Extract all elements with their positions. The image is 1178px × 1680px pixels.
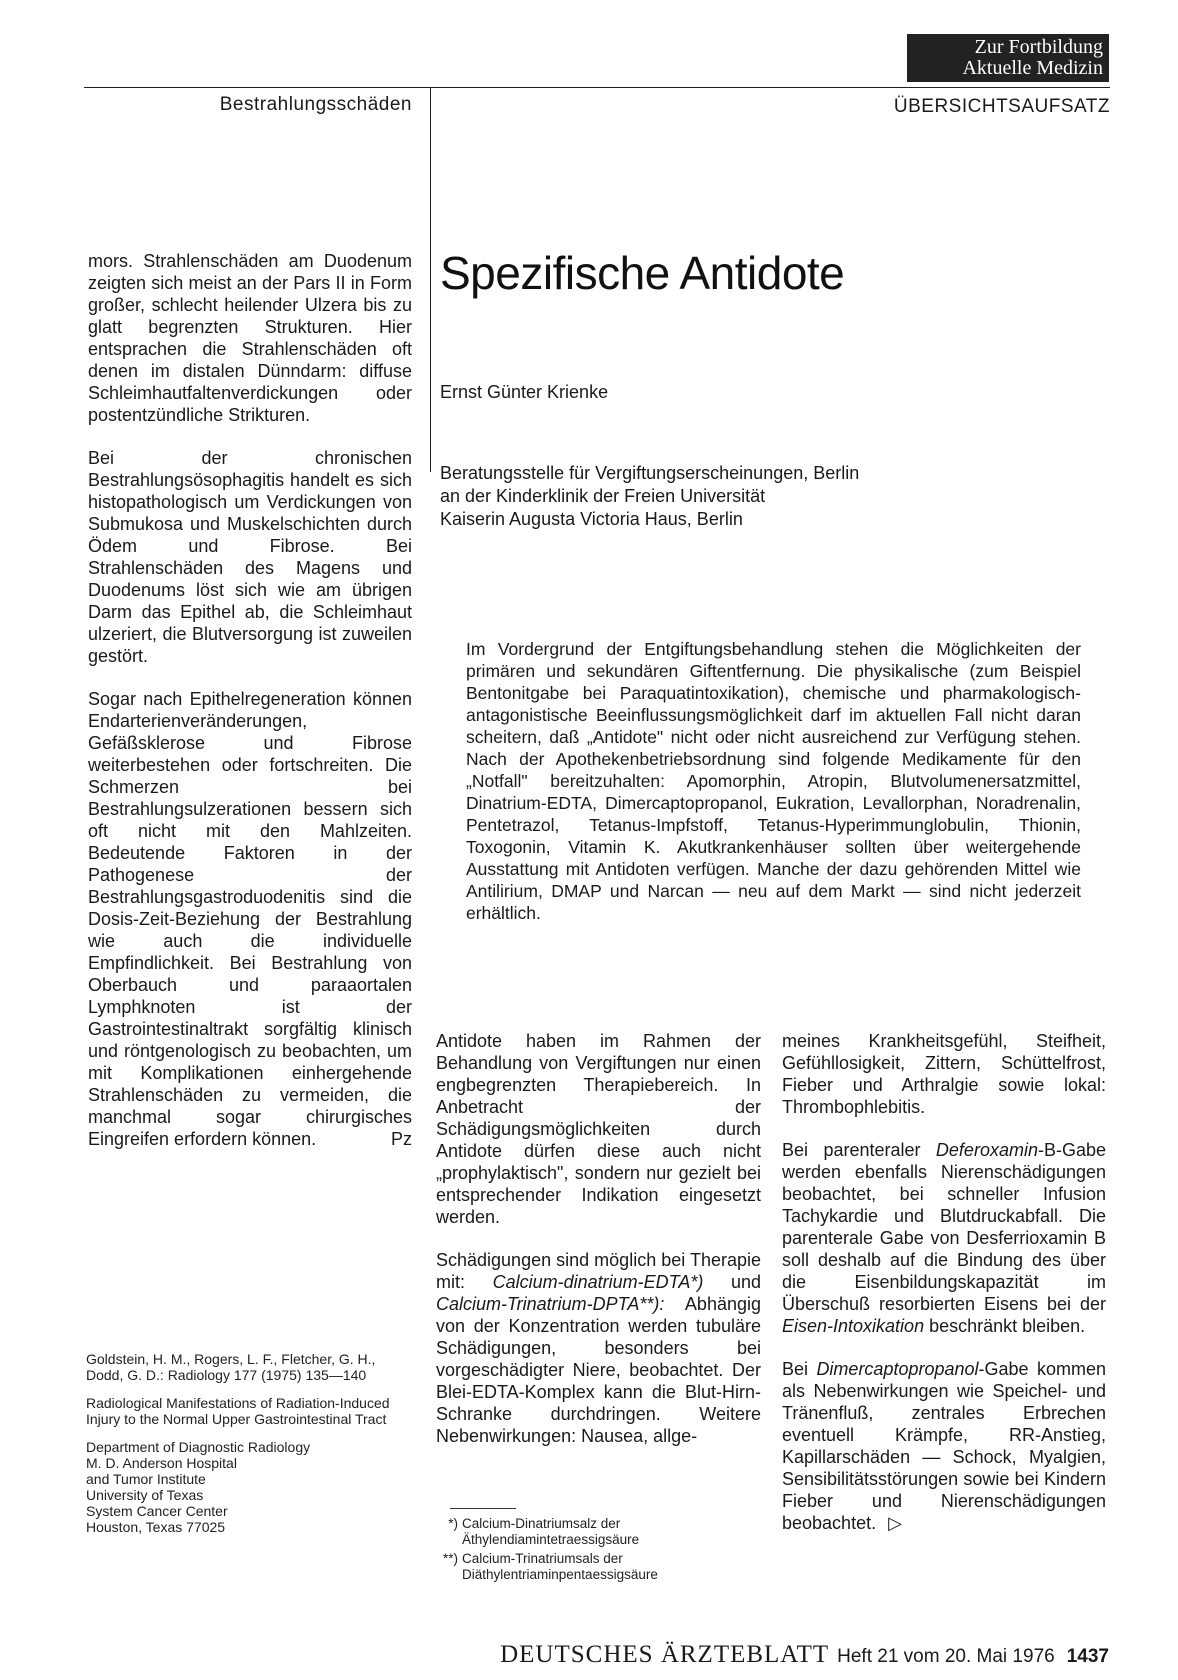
paragraph (436, 1249, 761, 1447)
drug-name: Calcium-Trinatrium-DPTA**): (436, 1294, 665, 1314)
text-run: -B-Gabe werden ebenfalls Nierenschädigungen beobachtet, bei schneller Infusion Tachykardie und Blutdruckabfall. Die parenterale Gabe von Desferrioxamin B soll deshalb auf die Bindung des über die Eisenbildungskapazität im Überschuß resorbierten Eisens bei der (782, 1140, 1106, 1314)
badge-line-2: Aktuelle Medizin (962, 57, 1103, 79)
paragraph (88, 688, 412, 1150)
footnote (440, 1551, 758, 1583)
paragraph: mors. Strahlenschäden am Duodenum zeigten sich meist an der Pars II in Form großer, schlecht heilender Ulzera bis zu glatt begrenzten Strukturen. Hier entsprachen die Strahlenschäden oft denen im distalen Dünndarm: diffuse Schleimhautfaltenverdickungen oder postentzündliche Strikturen. (88, 251, 412, 425)
drug-name: Calcium-dinatrium-EDTA*) (492, 1272, 704, 1292)
paragraph (782, 1358, 1106, 1534)
reference-citation: Goldstein, H. M., Rogers, L. F., Fletcher, G. H., Dodd, G. D.: Radiology 177 (1975) 135—140 (86, 1351, 376, 1383)
section-badge (907, 34, 1109, 82)
footnote-text: Calcium-Trinatriumsals der Diäthylentriaminpentaessigsäure (462, 1551, 658, 1582)
footnote-rule (450, 1508, 516, 1509)
footnote-mark: **) (442, 1551, 458, 1566)
page-number: 1437 (1066, 1646, 1109, 1667)
footnote (440, 1516, 758, 1548)
condition-name: Eisen-Intoxikation (782, 1316, 925, 1336)
paragraph: Antidote haben im Rahmen der Behandlung von Vergiftungen nur einen engbegrenzten Therapiebereich. In Anbetracht der Schädigungsmöglichkeiten durch Antidote dürfen diese auch nicht „prophylaktisch", sondern nur gezielt bei entsprechender Indikation eingesetzt werden. (436, 1031, 761, 1227)
text-run: Schädigungen sind möglich bei Therapie mit: (436, 1250, 761, 1292)
reference-title: Radiological Manifestations of Radiation-Induced Injury to the Normal Upper Gastrointestinal Tract (86, 1395, 390, 1427)
author-signature: Pz (390, 1129, 412, 1149)
text-run: Bei (782, 1359, 817, 1379)
article-title: Spezifische Antidote (440, 247, 845, 299)
continue-arrow-icon: ▷ (888, 1513, 902, 1533)
affiliation-line: Beratungsstelle für Vergiftungserscheinungen, Berlin (440, 463, 860, 483)
middle-column (436, 1030, 761, 1447)
affiliation-line: Kaiserin Augusta Victoria Haus, Berlin (440, 509, 743, 529)
header-rule (84, 87, 1110, 88)
address-line: Houston, Texas 77025 (86, 1519, 226, 1535)
drug-name: Dimercaptopropanol (816, 1359, 979, 1379)
address-line: M. D. Anderson Hospital (86, 1455, 237, 1471)
address-line: and Tumor Institute (86, 1471, 206, 1487)
paragraph: meines Krankheitsgefühl, Steifheit, Gefühllosigkeit, Zittern, Schüttelfrost, Fieber und Arthralgie sowie lokal: Thrombophlebitis. (782, 1031, 1106, 1117)
right-column (782, 1030, 1106, 1534)
header-vertical-rule (430, 87, 431, 472)
text-run: Abhängig von der Konzentration werden tubuläre Schädigungen, besonders bei vorgeschädigter Niere, beobachtet. Der Blei-EDTA-Komplex kann die Blut-Hirn-Schranke durchdringen. Weitere Nebenwirkungen: Nausea, allge- (436, 1294, 761, 1446)
author-affiliation (440, 462, 859, 531)
left-column (88, 250, 412, 1150)
footnote-mark: *) (448, 1516, 458, 1531)
journal-name: DEUTSCHES ÄRZTEBLATT (500, 1641, 830, 1668)
reference-block (86, 1351, 408, 1547)
drug-name: Deferoxamin (935, 1140, 1038, 1160)
address-line: System Cancer Center (86, 1503, 228, 1519)
footnote-text: Calcium-Dinatriumsalz der Äthylendiamintetraessigsäure (462, 1516, 640, 1547)
running-title-right: ÜBERSICHTSAUFSATZ (893, 96, 1110, 117)
badge-line-1: Zur Fortbildung (974, 36, 1103, 58)
address-line: Department of Diagnostic Radiology (86, 1439, 311, 1455)
footnotes (440, 1516, 758, 1586)
page-footer (484, 1641, 1109, 1669)
article-author: Ernst Günter Krienke (440, 382, 609, 402)
address-line: University of Texas (86, 1487, 204, 1503)
text-run: Bei parenteraler (782, 1140, 936, 1160)
text-run: und (703, 1272, 761, 1292)
running-title-left: Bestrahlungsschäden (219, 94, 412, 115)
article-abstract: Im Vordergrund der Entgiftungsbehandlung stehen die Möglichkeiten der primären und sekundären Giftentfernung. Die physikalische (zum Beispiel Bentonitgabe bei Paraquatintoxikation), chemische und pharmakologisch-antagonistische Beeinflussungsmöglichkeit darf im aktuellen Fall nicht daran scheitern, daß „Antidote" nicht oder nicht ausreichend zur Verfügung stehen. Nach der Apothekenbetriebsordnung sind folgende Medikamente für den „Notfall" bereitzuhalten: Apomorphin, Atropin, Blutvolumenersatzmittel, Dinatrium-EDTA, Dimercaptopropanol, Eukration, Levallorphan, Noradrenalin, Pentetrazol, Tetanus-Impfstoff, Tetanus-Hyperimmunglobulin, Thionin, Toxogonin, Vitamin K. Akutkrankenhäuser sollten über weitergehende Ausstattung mit Antidoten verfügen. Manche der dazu gehörenden Mittel wie Antilirium, DMAP und Narcan — neu auf dem Markt — sind nicht jederzeit erhältlich. (466, 639, 1081, 923)
text-run: -Gabe kommen als Nebenwirkungen wie Speichel- und Tränenfluß, zentrales Erbrechen eventuell Krämpfe, RR-Anstieg, Kapillarschäden — Schock, Myalgien, Sensibilitätsstörungen sowie bei Kindern Fieber und Nierenschädigungen beobachtet. (782, 1359, 1106, 1533)
paragraph-text: Sogar nach Epithelregeneration können Endarterienveränderungen, Gefäßsklerose und Fibrose weiterbestehen oder fortschreiten. Die Schmerzen bei Bestrahlungsulzerationen bessern sich oft nicht mit den Mahlzeiten. Bedeutende Faktoren in der Pathogenese der Bestrahlungsgastroduodenitis sind die Dosis-Zeit-Beziehung der Bestrahlung wie auch die individuelle Empfindlichkeit. Bei Bestrahlung von Oberbauch und paraaortalen Lymphknoten ist der Gastrointestinaltrakt sorgfältig klinisch und röntgenologisch zu beobachten, um mit Komplikationen einhergehende Strahlenschäden zu vermeiden, die manchmal sogar chirurgisches Eingreifen erfordern können. (88, 689, 412, 1149)
text-run: beschränkt bleiben. (924, 1316, 1086, 1336)
issue-info: Heft 21 vom 20. Mai 1976 (837, 1646, 1055, 1667)
affiliation-line: an der Kinderklinik der Freien Universität (440, 486, 766, 506)
paragraph (782, 1139, 1106, 1337)
paragraph: Bei der chronischen Bestrahlungsösophagitis handelt es sich histopathologisch um Verdickungen von Submukosa und Muskelschichten durch Ödem und Fibrose. Bei Strahlenschäden des Magens und Duodenums löst sich wie am übrigen Darm das Epithel ab, die Schleimhaut ulzeriert, die Blutversorgung ist zuweilen gestört. (88, 448, 412, 666)
